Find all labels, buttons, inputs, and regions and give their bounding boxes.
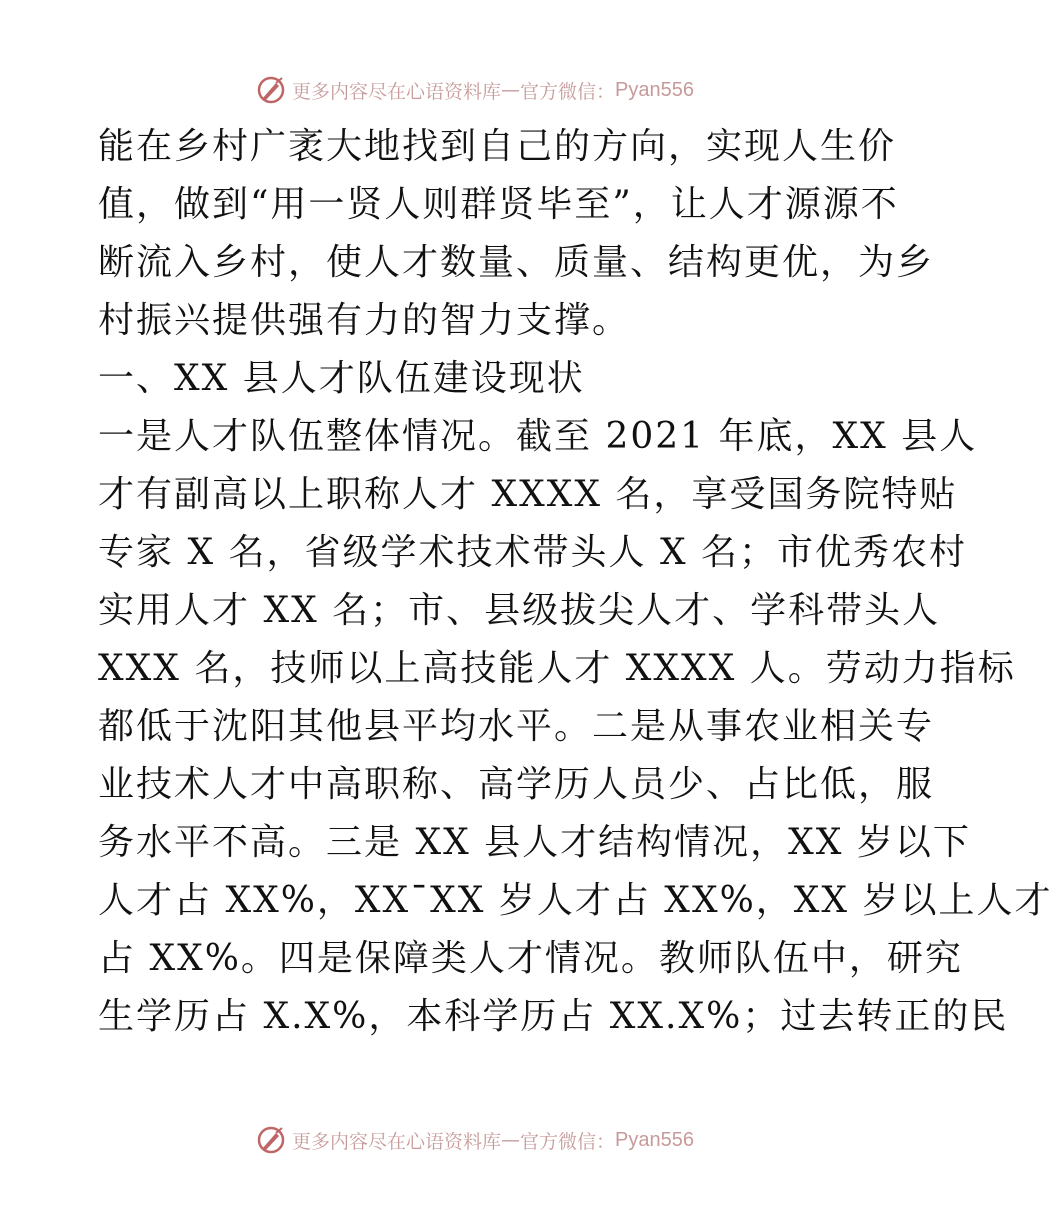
watermark-separator: —	[501, 1129, 521, 1151]
feather-pen-logo-icon	[256, 75, 286, 105]
text-line: 人才占 XX%，XX¯XX 岁人才占 XX%，XX 岁以上人才	[98, 880, 1052, 921]
text-line: 业技术人才中高职称、高学历人员少、占比低，服	[98, 764, 935, 805]
text-line: 专家 X 名，省级学术技术带头人 X 名；市优秀农村	[98, 532, 968, 573]
text-line: 占 XX%。四是保障类人才情况。教师队伍中，研究	[98, 938, 963, 979]
text-line: XXX 名，技师以上高技能人才 XXXX 人。劳动力指标	[98, 648, 1016, 689]
text-line: 能在乡村广袤大地找到自己的方向，实现人生价	[98, 126, 897, 167]
watermark-label: 官方微信：	[520, 80, 616, 103]
text-line: 都低于沈阳其他县平均水平。二是从事农业相关专	[98, 706, 935, 747]
paragraph-status	[98, 408, 1052, 1046]
watermark-wechat-id: Pyan556	[615, 78, 694, 101]
watermark-main-text: 更多内容尽在心语资料库	[292, 1130, 502, 1153]
document-body	[98, 118, 1052, 1046]
text-line: 生学历占 X.X%，本科学历占 XX.X%；过去转正的民	[98, 996, 1009, 1037]
watermark-header	[0, 70, 950, 110]
paragraph-intro	[98, 118, 935, 350]
text-line: 值，做到“用一贤人则群贤毕至”，让人才源源不	[98, 184, 899, 225]
watermark-wechat-id: Pyan556	[615, 1128, 694, 1151]
watermark-separator: —	[501, 79, 521, 101]
section-heading: 一、XX 县人才队伍建设现状	[98, 358, 585, 399]
text-line: 才有副高以上职称人才 XXXX 名，享受国务院特贴	[98, 474, 958, 515]
text-line: 一是人才队伍整体情况。截至 2021 年底，XX 县人	[98, 416, 978, 457]
watermark-main-text: 更多内容尽在心语资料库	[292, 80, 502, 103]
watermark-footer	[0, 1120, 950, 1160]
watermark-label: 官方微信：	[520, 1130, 616, 1153]
text-line: 实用人才 XX 名；市、县级拔尖人才、学科带头人	[98, 590, 941, 631]
feather-pen-logo-icon	[256, 1125, 286, 1155]
text-line: 务水平不高。三是 XX 县人才结构情况，XX 岁以下	[98, 822, 971, 863]
text-line: 断流入乡村，使人才数量、质量、结构更优，为乡	[98, 242, 935, 283]
text-line: 村振兴提供强有力的智力支撑。	[98, 300, 631, 341]
